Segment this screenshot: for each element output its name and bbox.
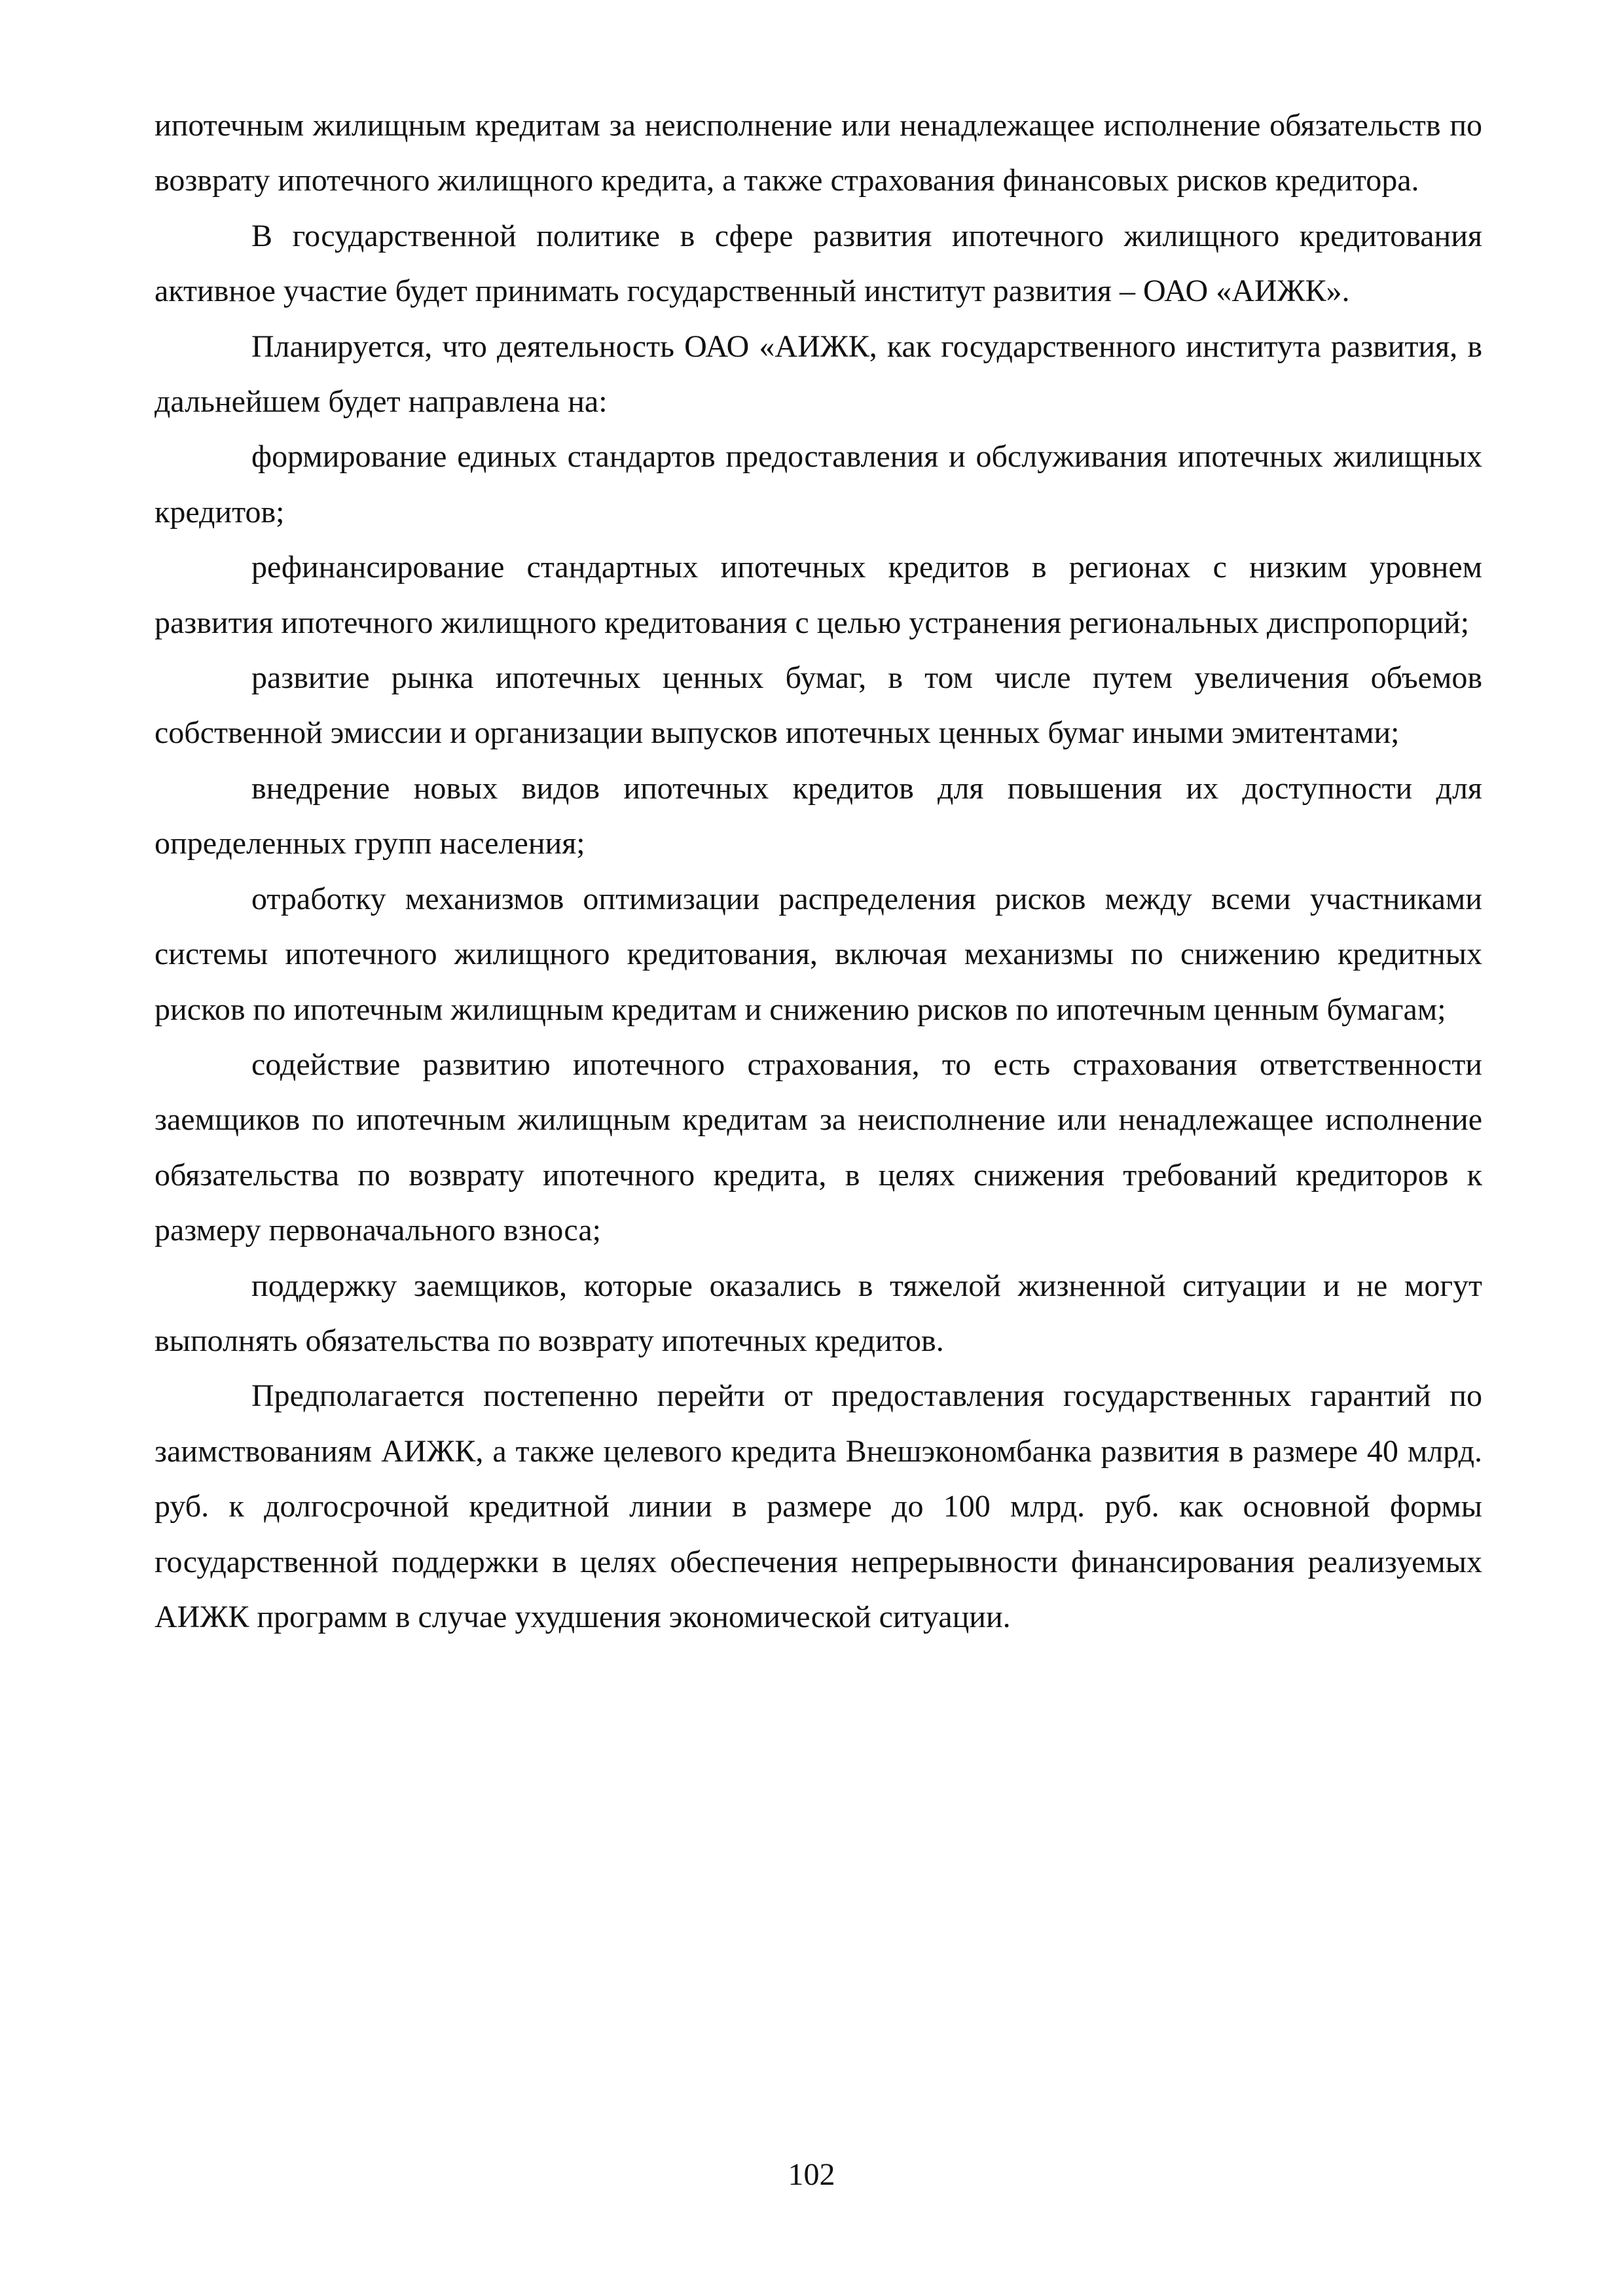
list-item-borrower-support: поддержку заемщиков, которые оказались в тяжелой жизненной ситуации и не могут выполнять обязательства по возврату ипотечных кредитов. <box>155 1268 1482 1358</box>
list-item-securities-market: развитие рынка ипотечных ценных бумаг, в том числе путем увеличения объемов собственной эмиссии и организации выпусков ипотечных ценных бумаг иными эмитентами; <box>155 660 1482 751</box>
paragraph-state-guarantees: Предполагается постепенно перейти от предоставления государственных гарантий по заимствованиям АИЖК, а также целевого кредита Внешэкономбанка развития в размере 40 млрд. руб. к долгосрочной кредитной линии в размере до 100 млрд. руб. как основной формы государственной поддержки в целях обеспечения непрерывности финансирования реализуемых АИЖК программ в случае ухудшения экономической ситуации. <box>155 1378 1482 1634</box>
list-item-risk-distribution: отработку механизмов оптимизации распределения рисков между всеми участниками системы ипотечного жилищного кредитования, включая механизмы по снижению кредитных рисков по ипотечным жилищным кредитам и снижению рисков по ипотечным ценным бумагам; <box>155 881 1482 1027</box>
list-item-mortgage-insurance: содействие развитию ипотечного страхования, то есть страхования ответственности заемщиков по ипотечным жилищным кредитам за неисполнение или ненадлежащее исполнение обязательства по возврату ипотечного кредита, в целях снижения требований кредиторов к размеру первоначального взноса; <box>155 1047 1482 1248</box>
paragraph-state-policy: В государственной политике в сфере развития ипотечного жилищного кредитования активное участие будет принимать государственный институт развития – ОАО «АИЖК». <box>155 218 1482 309</box>
paragraph-planned-activity: Планируется, что деятельность ОАО «АИЖК, как государственного института развития, в дальнейшем будет направлена на: <box>155 329 1482 420</box>
document-body <box>155 98 1482 1645</box>
list-item-new-loan-types: внедрение новых видов ипотечных кредитов для повышения их доступности для определенных групп населения; <box>155 770 1482 861</box>
list-item-refinancing: рефинансирование стандартных ипотечных кредитов в регионах с низким уровнем развития ипотечного жилищного кредитования с целью устранения региональных диспропорций; <box>155 550 1482 640</box>
paragraph-continuation: ипотечным жилищным кредитам за неисполнение или ненадлежащее исполнение обязательств по возврату ипотечного жилищного кредита, а также страхования финансовых рисков кредитора. <box>155 108 1482 198</box>
list-item-standards: формирование единых стандартов предоставления и обслуживания ипотечных жилищных кредитов; <box>155 439 1482 529</box>
page-number: 102 <box>788 2157 835 2192</box>
